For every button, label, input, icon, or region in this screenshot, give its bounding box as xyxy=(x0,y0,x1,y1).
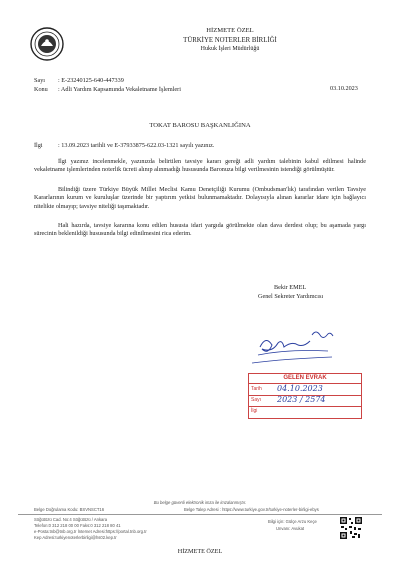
classification-top: HİZMETE ÖZEL xyxy=(206,27,254,34)
footer-email: e-Posta:tnb@tnb.org.tr İnternet Adresi:https://portal.tnb.org.tr xyxy=(34,529,147,534)
handwritten-signature xyxy=(240,325,370,373)
classification-bottom: HİZMETE ÖZEL xyxy=(177,548,223,555)
ilgi-label: İlgi xyxy=(34,142,43,149)
paragraph-2: Bilindiği üzere Türkiye Büyük Millet Meclisi Kamu Denetçiliği Kurumu (Ombudsman'lık) tarafından verilen Tavsiye Kararlarının kurum ve kuruluşlar üzerinde bir yaptırım yetkisi bulunmamaktadır. Dolayısıyla alınan kararlar idare için bağlayıcı nitelikte olmayıp; tavsiye niteliği taşımaktadır. xyxy=(34,186,366,210)
signer-title: Genel Sekreter Yardımcısı xyxy=(258,293,324,300)
esign-note: Bu belge güvenli elektronik imza ile imzalanmıştır. xyxy=(153,500,247,505)
sayi-label: Sayı xyxy=(34,77,46,84)
verification-code: Belge Doğrulama Kodu: BSVNSCT16 xyxy=(34,507,105,512)
footer-divider xyxy=(18,514,382,515)
incoming-document-stamp xyxy=(248,373,362,419)
footer-kep: Kep Adresi:turkiyenoterlerbirligi@hs02.kep.tr xyxy=(34,535,117,540)
ilgi-value: : 13.09.2023 tarihli ve E-37933875-622.03-1321 sayılı yazınız. xyxy=(58,142,215,149)
organization-name: TÜRKİYE NOTERLER BİRLİĞİ xyxy=(183,37,277,44)
department-name: Hukuk İşleri Müdürlüğü xyxy=(200,46,260,52)
stamp-tarih-value: 04.10.2023 xyxy=(277,384,323,393)
konu-label: Konu xyxy=(34,86,48,93)
recipient: TOKAT BAROSU BAŞKANLIĞINA xyxy=(149,122,251,129)
stamp-title: GELEN EVRAK xyxy=(249,374,361,384)
qr-code-icon xyxy=(339,516,363,540)
contact-person: Bilgi için: Gülçe Arzu Keçe xyxy=(268,519,317,524)
footer-phone: Telefon:0 312 218 00 00 Faks:0 312 218 80 41 xyxy=(34,523,121,528)
sayi-value: : E-23240125-640-447339 xyxy=(58,77,124,84)
tnb-seal-logo xyxy=(30,27,64,61)
signer-name: Bekir EMEL xyxy=(274,284,307,291)
paragraph-3: Hali hazırda, tavsiye kararına konu edilen hususta idari yargıda görülmekte olan dava derdest olup; bu aşamada yargı sürecinin beklenildiği hususunda bilgi edinilmesini rica ederim. xyxy=(34,222,366,238)
document-request-url[interactable]: Belge Talep Adresi : https://www.turkiye.gov.tr/turkiye-noterler-birligi-ebys xyxy=(184,507,319,512)
stamp-row-ilgi xyxy=(249,406,361,417)
document-date: 03.10.2023 xyxy=(330,85,358,92)
footer-address: Söğütözü Cad. No:4 Söğütözü / Ankara xyxy=(34,517,108,522)
konu-value: : Adli Yardım Kapsamında Vekaletname İşlemleri xyxy=(58,86,181,93)
contact-title: Unvanı: Avukat xyxy=(276,526,305,531)
stamp-sayi-value: 2023 / 2574 xyxy=(277,395,326,404)
stamp-ilgi-label: İlgi xyxy=(251,408,258,414)
stamp-tarih-label: Tarih xyxy=(251,386,262,392)
paragraph-1: İlgi yazınız incelenmekle, yazınızda belirtilen tavsiye kararı gereği adli yardım talebinin kabul edilmesi halinde vekaletname işlemlerinden noterlik ücreti alınıp alınmadığı hususunda Baronuza bilgi verilmesinin istendiği görülmüştür. xyxy=(34,158,366,174)
stamp-sayi-label: Sayı xyxy=(251,397,262,403)
